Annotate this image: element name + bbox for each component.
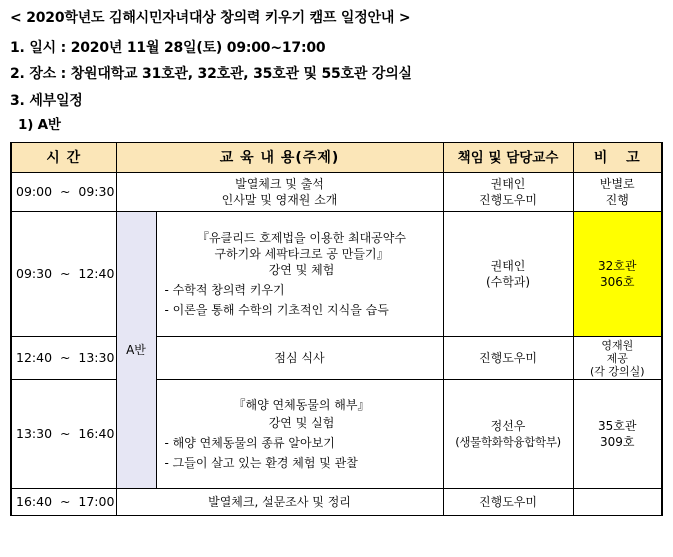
- note-cell: [573, 380, 662, 489]
- note-line: 반별로: [599, 177, 635, 191]
- content-bullet: - 수학적 창의력 키우기: [164, 283, 285, 297]
- staff-cell: [443, 173, 573, 212]
- place-line: 2. 장소 : 창원대학교 31호관, 32호관, 35호관 및 55호관 강의실: [10, 66, 412, 82]
- content-line: 강연 및 체험: [268, 263, 335, 277]
- note-line: 309호: [600, 435, 635, 449]
- staff-name: 권태인: [490, 177, 526, 191]
- content-line: 『유클리드 호제법을 이용한 최대공약수: [197, 231, 406, 245]
- table-row: [11, 212, 662, 337]
- document-title: < 2020학년도 김해시민자녀대상 창의력 키우기 캠프 일정안내 >: [10, 10, 411, 26]
- table-row: [11, 489, 662, 516]
- note-line: 306호: [600, 275, 635, 289]
- note-line: 제공: [606, 351, 628, 365]
- group-heading: 1) A반: [18, 117, 61, 133]
- staff-cell: [443, 489, 573, 516]
- detail-heading: 3. 세부일정: [10, 93, 83, 109]
- staff-dept: (생물학화학융합학부): [455, 435, 561, 449]
- staff-name: 진행도우미: [479, 495, 537, 509]
- table-row: [11, 173, 662, 212]
- table-header-row: [11, 143, 662, 173]
- time-cell: 12:40 ~ 13:30: [11, 337, 116, 380]
- content-cell: [116, 173, 443, 212]
- staff-name: 권태인: [490, 259, 526, 273]
- content-bullet: - 해양 연체동물의 종류 알아보기: [164, 436, 335, 450]
- note-cell: [573, 173, 662, 212]
- time-cell: 16:40 ~ 17:00: [11, 489, 116, 516]
- staff-name: 정선우: [490, 419, 526, 433]
- staff-dept: (수학과): [485, 275, 531, 289]
- table-row: [11, 380, 662, 489]
- content-line: 구하기와 세팍타크로 공 만들기』: [214, 247, 389, 261]
- note-line: 영재원: [601, 338, 634, 352]
- note-line: (각 강의실): [589, 364, 645, 378]
- col-header-note: 비 고: [573, 143, 662, 173]
- content-line: 발열체크 및 출석: [235, 177, 324, 191]
- table-row: [11, 337, 662, 380]
- col-header-time: 시 간: [11, 143, 116, 173]
- time-cell: 09:30 ~ 12:40: [11, 212, 116, 337]
- content-cell: [116, 489, 443, 516]
- content-bullet: - 그들이 살고 있는 환경 체험 및 관찰: [164, 456, 358, 470]
- time-cell: 09:00 ~ 09:30: [11, 173, 116, 212]
- content-line: 발열체크, 설문조사 및 정리: [208, 495, 351, 509]
- staff-dept: 진행도우미: [479, 193, 537, 207]
- note-cell: [573, 337, 662, 380]
- note-line: 35호관: [598, 419, 637, 433]
- staff-cell: [443, 337, 573, 380]
- col-header-content: 교 육 내 용(주제): [116, 143, 443, 173]
- note-line: 진행: [605, 193, 629, 207]
- note-line: 32호관: [598, 259, 637, 273]
- content-line: 강연 및 실험: [268, 416, 335, 430]
- content-bullet: - 이론을 통해 수학의 기초적인 지식을 습득: [164, 303, 389, 317]
- staff-cell: [443, 212, 573, 337]
- time-cell: 13:30 ~ 16:40: [11, 380, 116, 489]
- staff-name: 진행도우미: [479, 351, 537, 365]
- note-cell: [573, 212, 662, 337]
- staff-cell: [443, 380, 573, 489]
- content-line: 『해양 연체동물의 해부』: [233, 398, 370, 412]
- content-line: 점심 식사: [274, 351, 325, 365]
- col-header-staff: 책임 및 담당교수: [443, 143, 573, 173]
- content-line: 인사말 및 영재원 소개: [221, 193, 338, 207]
- date-line: 1. 일시 : 2020년 11월 28일(토) 09:00~17:00: [10, 40, 326, 56]
- group-cell: A반: [116, 212, 156, 489]
- note-cell: [573, 489, 662, 516]
- content-cell: [156, 337, 443, 380]
- content-cell: [156, 380, 443, 489]
- schedule-table: [10, 142, 663, 516]
- content-cell: [156, 212, 443, 337]
